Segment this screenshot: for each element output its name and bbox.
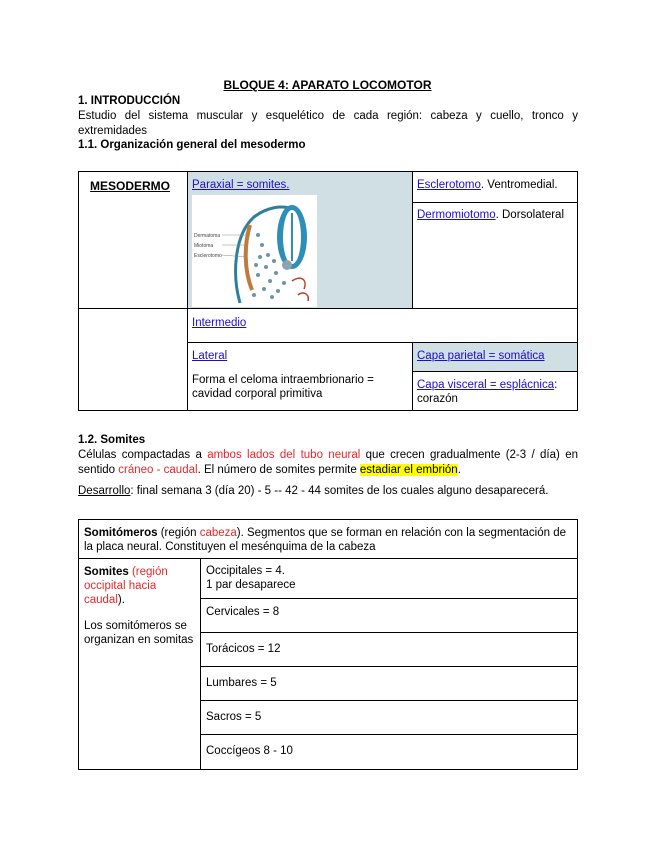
intro-heading: 1. INTRODUCCIÓN (78, 95, 181, 107)
somites-t7: . (457, 464, 461, 476)
somite-row (201, 735, 578, 770)
somites-note: Los somitómeros se organizan en somitas (84, 620, 194, 646)
somites-highlight: estadiar el embrión (359, 464, 458, 476)
somites-t5: . El número de somites permite (197, 464, 360, 476)
mesodermo-subheading: 1.1. Organización general del mesodermo (78, 139, 306, 151)
somite-row (201, 633, 578, 667)
somites-red-2: cráneo - caudal (118, 464, 198, 476)
intermedio-cell (188, 309, 578, 343)
lateral-desc: Forma el celoma intraembrionario = cavidad corporal primitiva (192, 374, 374, 400)
somites-red-1: ambos lados del tubo neural (207, 449, 361, 461)
visceral-colon: : (554, 379, 558, 391)
dermomiotomo-link[interactable]: Dermomiotomo (417, 209, 496, 221)
esclerotomo-cell (413, 172, 577, 203)
desarrollo-label: Desarrollo (78, 485, 131, 497)
somite-row-text: Torácicos = 12 (206, 643, 281, 655)
somite-figure (192, 195, 317, 307)
paraxial-link[interactable]: Paraxial = somites. (192, 179, 290, 191)
dermomiotomo-cell (413, 203, 577, 222)
lateral-subcells (413, 343, 578, 411)
somites-label-cell (79, 559, 201, 770)
visceral-line2: corazón (417, 393, 458, 405)
somites-t: ). (117, 594, 125, 606)
somite-row-text: Cervicales = 8 (206, 606, 280, 618)
somites-paragraph (78, 448, 578, 478)
esclerotomo-link[interactable]: Esclerotomo (417, 179, 481, 191)
somites-bold: Somites (84, 566, 129, 578)
somites-t1: Células compactadas a (78, 449, 208, 461)
paraxial-subcells (413, 172, 578, 309)
page-title: BLOQUE 4: APARATO LOCOMOTOR (223, 78, 432, 92)
esclerotomo-text: . Ventromedial. (480, 179, 558, 191)
dermomiotomo-text: . Dorsolateral (495, 209, 564, 221)
paraxial-cell (188, 172, 413, 309)
somitomeros-bold: Somitómeros (84, 527, 158, 539)
somite-row-text: Coccígeos 8 - 10 (206, 745, 293, 757)
somite-row-text: Occipitales = 4. (206, 565, 285, 577)
mesodermo-label: MESODERMO (90, 179, 171, 193)
somites-heading: 1.2. Somites (78, 434, 146, 446)
parietal-link[interactable]: Capa parietal = somática (417, 350, 545, 362)
parietal-cell (413, 343, 577, 372)
fig-label-dermatoma: Dermatoma (194, 233, 221, 239)
somite-row (201, 559, 578, 599)
somite-row-text: Lumbares = 5 (206, 677, 277, 689)
fig-label-miotoma: Miotoma (194, 243, 214, 249)
somites-t3: que crecen gradualmente (2-3 / día) en sentido (78, 449, 578, 476)
visceral-link[interactable]: Capa visceral = esplácnica (417, 379, 555, 391)
intro-text: Estudio del sistema muscular y esquelético de cada región: cabeza y cuello, tronco y extremidades (78, 110, 578, 137)
desarrollo-text: : final semana 3 (día 20) - 5 -- 42 - 44 somites de los cuales alguno desaparecerá. (130, 485, 549, 497)
somitomeros-cell (79, 520, 578, 559)
mesodermo-label-cell (79, 172, 188, 309)
intermedio-link[interactable]: Intermedio (192, 317, 247, 329)
visceral-cell (413, 372, 577, 406)
somitomeros-t2: ). Segmentos que se forman en relación con la segmentación de la placa neural. Constituyen el mesénquima de la cabeza (84, 527, 567, 553)
somites-table (78, 519, 578, 770)
fig-label-esclerotomo: Esclerotomo (194, 253, 222, 259)
somite-row-subtext: 1 par desaparece (206, 579, 296, 591)
somite-row (201, 701, 578, 735)
lateral-cell (188, 343, 413, 411)
somite-row (201, 599, 578, 633)
lateral-link[interactable]: Lateral (192, 350, 228, 362)
somitomeros-t1: (región (157, 527, 200, 539)
somite-row-text: Sacros = 5 (206, 711, 262, 723)
somite-row (201, 667, 578, 701)
somitomeros-red: cabeza (199, 527, 237, 539)
somites-red: (región occipital hacia caudal (84, 566, 168, 606)
desarrollo-line (78, 484, 578, 499)
mesodermo-table (78, 171, 578, 411)
